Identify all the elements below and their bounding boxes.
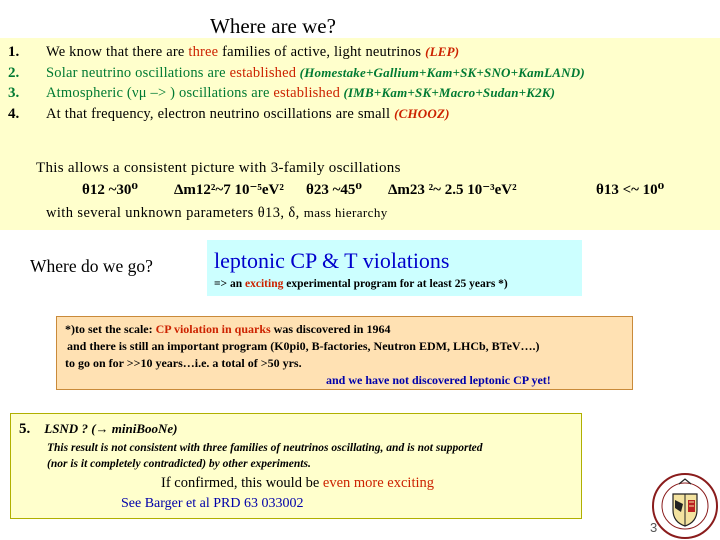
item-source: (CHOOZ) (394, 105, 450, 121)
program-prefix: => an (214, 278, 246, 290)
item-text-2: families of active, light neutrinos (218, 44, 426, 60)
item-text: Solar neutrino oscillations are (46, 64, 230, 81)
item-number: 2. (8, 64, 20, 81)
item-number: 4. (8, 105, 20, 122)
leptonic-cp-heading: leptonic CP & T violations (214, 248, 450, 273)
item-highlight: established (273, 85, 341, 101)
more-exciting-highlight: even more exciting (322, 475, 435, 491)
item-text: At that frequency, electron neutrino oscillations are small (46, 105, 395, 122)
status-list (8, 44, 720, 126)
theta23-value: θ23 ~45⁰ (306, 182, 362, 198)
footnote-line-2: and there is still an important program (K0pi0, B-factories, Neutron EDM, LHCb, BTeV….) (67, 339, 540, 353)
university-seal-icon (651, 472, 719, 540)
list-item-2 (8, 65, 720, 86)
confirmed-text: If confirmed, this would be (161, 475, 323, 491)
footnote-line-1 (65, 322, 390, 337)
dm12-value: Δm12²~7 10⁻⁵eV² (174, 182, 284, 198)
leptonic-program-text (214, 278, 508, 290)
footnote-line-4: and we have not discovered leptonic CP yet! (326, 373, 551, 387)
lsnd-heading (19, 420, 178, 438)
lsnd-line-1: This result is not consistent with three families of neutrinos oscillating, and is not supported (47, 442, 483, 454)
lsnd-box (10, 413, 582, 519)
lsnd-title: LSND ? (→ miniBooNe) (44, 421, 178, 436)
item-highlight: three (188, 44, 219, 60)
footnote-box (56, 316, 633, 390)
dm23-value: Δm23 ²~ 2.5 10⁻³eV² (388, 182, 517, 198)
item-number: 5. (19, 421, 31, 437)
footnote-text-2: was discovered in 1964 (270, 322, 391, 336)
program-suffix: experimental program for at least 25 years *) (283, 278, 508, 290)
item-source: (IMB+Kam+SK+Macro+Sudan+K2K) (340, 85, 556, 100)
item-number: 3. (8, 85, 20, 101)
item-number: 1. (8, 44, 20, 60)
unknown-parameters-text (46, 205, 388, 222)
item-source: (LEP) (425, 44, 460, 59)
item-text: Atmospheric (νμ –> ) oscillations are (46, 85, 274, 101)
lsnd-line-3 (161, 475, 434, 492)
theta12-value: θ12 ~30⁰ (82, 182, 138, 198)
lsnd-reference: See Barger et al PRD 63 033002 (121, 496, 304, 511)
theta13-value: θ13 <~ 10⁰ (596, 182, 665, 198)
footnote-text: *)to set the scale: (65, 322, 156, 336)
exciting-highlight: exciting (245, 278, 284, 290)
slide-title: Where are we? (210, 14, 336, 38)
lsnd-line-2: (nor is it completely contradicted) by other experiments. (47, 458, 311, 470)
item-source: (Homestake+Gallium+Kam+SK+SNO+KamLAND) (296, 64, 585, 80)
where-do-we-go-label: Where do we go? (30, 256, 153, 276)
item-text: We know that there are (46, 44, 189, 60)
list-item-3 (8, 85, 720, 106)
unknown-parameters-main: with several unknown parameters θ13, δ, (46, 205, 300, 221)
list-item-1 (8, 44, 720, 65)
page-number: 3 (650, 520, 658, 535)
item-highlight: established (229, 64, 297, 81)
consistent-picture-text: This allows a consistent picture with 3-family oscillations (36, 160, 401, 176)
footnote-line-3: to go on for >>10 years…i.e. a total of >50 yrs. (65, 356, 302, 370)
mass-hierarchy-label: mass hierarchy (303, 205, 388, 220)
list-item-4 (8, 106, 720, 127)
cp-quarks-highlight: CP violation in quarks (155, 322, 271, 336)
